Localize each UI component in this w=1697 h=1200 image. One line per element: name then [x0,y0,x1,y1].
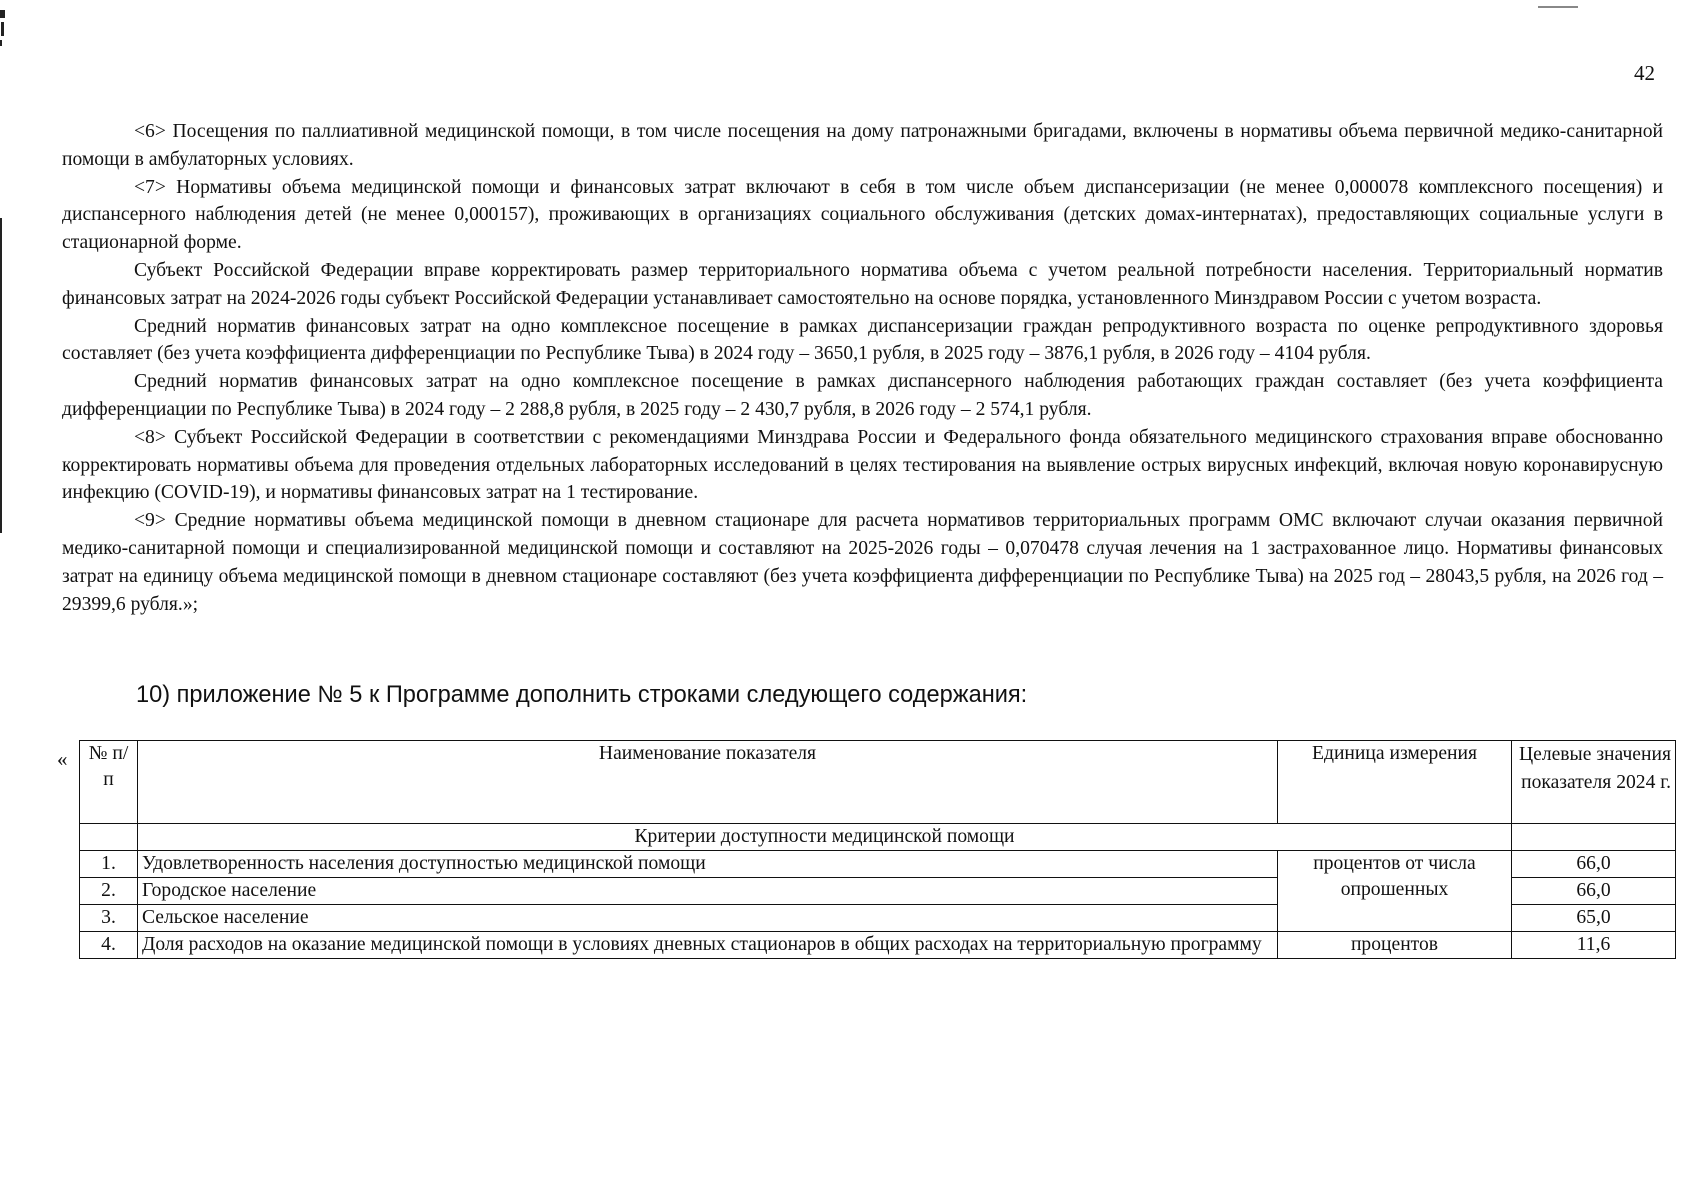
paragraph-normative-adjustment: Субъект Российской Федерации вправе корректировать размер территориального норматива объема с учетом реальной потребности населения. Территориальный норматив финансовых затрат на 2024-2026 годы субъект Российской Федерации устанавливает самостоятельно на основе порядка, установленного Минздравом России с учетом возраста. [62,259,1663,309]
amendment-instruction: 10) приложение № 5 к Программе дополнить строками следующего содержания: [136,682,1028,708]
footnotes-body [62,118,1663,618]
table-row [80,932,1676,959]
row-num: 2. [80,878,138,905]
row-value: 65,0 [1512,905,1676,932]
section-title: Критерии доступности медицинской помощи [138,824,1512,851]
section-empty-num [80,824,138,851]
row-name: Доля расходов на оказание медицинской помощи в условиях дневных стационаров в общих расходах на территориальную программу [138,932,1278,959]
row-num: 4. [80,932,138,959]
row-value: 11,6 [1512,932,1676,959]
row-name: Сельское население [138,905,1278,932]
table-row [80,851,1676,878]
footnote-8: <8> Субъект Российской Федерации в соответствии с рекомендациями Минздрава России и Федерального фонда обязательного медицинского страхования вправе обоснованно корректировать нормативы объема для проведения отдельных лабораторных исследований в целях тестирования на выявление острых вирусных инфекций, включая новую коронавирусную инфекцию (COVID-19), и нормативы финансовых затрат на 1 тестирование. [62,426,1663,504]
row-name: Городское население [138,878,1278,905]
row-num: 3. [80,905,138,932]
section-empty-value [1512,824,1676,851]
row-value: 66,0 [1512,851,1676,878]
row-unit: процентов [1278,932,1512,959]
header-target: Целевые значения показателя 2024 г. [1512,741,1676,824]
row-num: 1. [80,851,138,878]
scan-speck [0,10,6,46]
paragraph-reproductive-cost: Средний норматив финансовых затрат на одно комплексное посещение в рамках диспансеризации граждан репродуктивного возраста по оценке репродуктивного здоровья составляет (без учета коэффициента дифференциации по Республике Тыва) в 2024 году – 3650,1 рубля, в 2025 году – 3876,1 рубля, в 2026 году – 4104 рубля. [62,315,1663,365]
row-unit-group: процентов от числа опрошенных [1278,851,1512,932]
indicators-table [79,740,1676,959]
header-name: Наименование показателя [138,741,1278,824]
row-value: 66,0 [1512,878,1676,905]
footnote-6: <6> Посещения по паллиативной медицинской помощи, в том числе посещения на дому патронажными бригадами, включены в нормативы объема первичной медико-санитарной помощи в амбулаторных условиях. [62,121,1663,170]
scan-margin-line [0,218,2,533]
paragraph-dispensary-cost: Средний норматив финансовых затрат на одно комплексное посещение в рамках диспансерного наблюдения работающих граждан составляет (без учета коэффициента дифференциации по Республике Тыва) в 2024 году – 2 288,8 рубля, в 2025 году – 2 430,7 рубля, в 2026 году – 2 574,1 рубля. [62,371,1663,420]
scan-mark-top [1538,6,1578,8]
header-unit: Единица измерения [1278,741,1512,824]
page-number: 42 [1634,61,1655,85]
section-row [80,824,1676,851]
header-num: № п/п [80,741,138,824]
row-name: Удовлетворенность населения доступностью медицинской помощи [138,851,1278,878]
open-quote: « [57,747,68,771]
table-header-row [80,741,1676,824]
footnote-9: <9> Средние нормативы объема медицинской помощи в дневном стационаре для расчета нормативов территориальных программ ОМС включают случаи оказания первичной медико-санитарной помощи и специализированной медицинской помощи и составляют на 2025-2026 годы – 0,070478 случая лечения на 1 застрахованное лицо. Нормативы финансовых затрат на единицу объема медицинской помощи в дневном стационаре составляют (без учета коэффициента дифференциации по Республике Тыва) на 2025 год – 28043,5 рубля, на 2026 год – 29399,6 рубля.»; [62,510,1663,615]
footnote-7: <7> Нормативы объема медицинской помощи и финансовых затрат включают в себя в том числе объем диспансеризации (не менее 0,000078 комплексного посещения) и диспансерного наблюдения детей (не менее 0,000157), проживающих в организациях социального обслуживания (детских домах-интернатах), предоставляющих социальные услуги в стационарной форме. [62,176,1663,254]
